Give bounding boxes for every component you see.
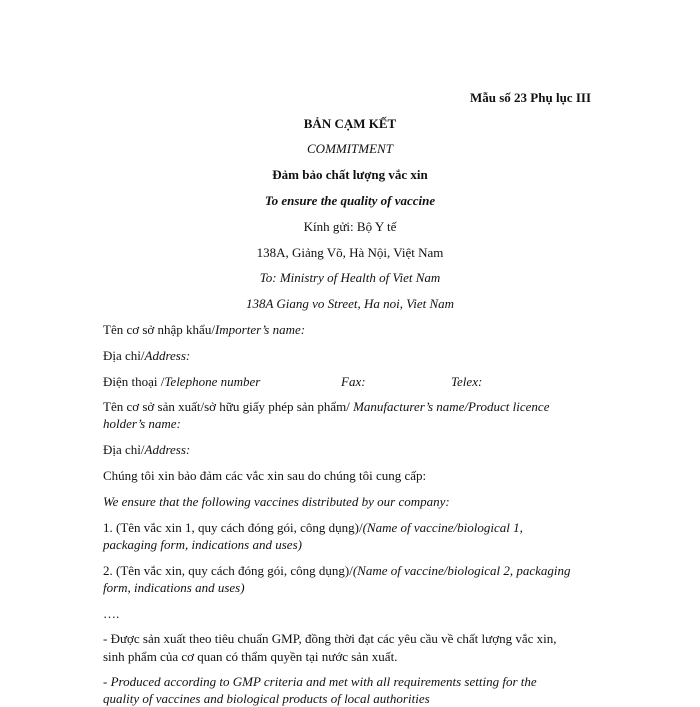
address2-label-en: Address: — [144, 442, 191, 457]
title-vi: BẢN CẠM KẾT — [303, 116, 397, 131]
address-label-vi: Địa chỉ/ — [103, 348, 145, 363]
address-label-en: Address: — [144, 348, 191, 363]
importer-name-label-en: Importer’s name: — [214, 322, 306, 337]
assurance-en: We ensure that the following vaccines distributed by our company: — [103, 494, 450, 509]
vaccine-item-1-en: (Name of vaccine/biological 1, — [362, 520, 523, 535]
address-vi: 138A, Giảng Võ, Hà Nội, Việt Nam — [256, 245, 444, 260]
address-line-1 — [103, 348, 190, 364]
vaccine-item-2-vi: 2. (Tên vắc xin, quy cách đóng gói, công dụng)/ — [103, 563, 353, 578]
telephone-label-vi: Điện thoại / — [103, 374, 165, 389]
assurance-vi: Chúng tôi xin bảo đảm các vắc xin sau do chúng tôi cung cấp: — [103, 468, 427, 483]
vaccine-item-1 — [103, 520, 523, 536]
importer-name-line — [103, 322, 305, 338]
manufacturer-line — [103, 399, 549, 415]
vaccine-item-2 — [103, 563, 571, 579]
gmp-statement-vi: - Được sản xuất theo tiêu chuẩn GMP, đồng thời đạt các yêu cầu về chất lượng vắc xin, — [103, 631, 557, 646]
subtitle-vi: Đảm bảo chất lượng vắc xin — [272, 167, 428, 182]
vaccine-item-2-en-cont: form, indications and uses) — [103, 580, 245, 595]
subtitle-en: To ensure the quality of vaccine — [264, 193, 436, 208]
importer-name-label-vi: Tên cơ sở nhập khẩu/ — [103, 322, 215, 337]
ellipsis: …. — [103, 606, 120, 621]
manufacturer-label-vi: Tên cơ sở sản xuất/sở hữu giấy phép sản phẩm/ — [103, 399, 350, 414]
gmp-statement-en-cont: quality of vaccines and biological products of local authorities — [103, 691, 430, 706]
telex-label: Telex: — [451, 374, 483, 389]
address2-label-vi: Địa chỉ/ — [103, 442, 145, 457]
manufacturer-label-en: Manufacturer’s name/Product licence — [353, 399, 550, 414]
recipient-vi: Kính gửi: Bộ Y tế — [303, 219, 397, 234]
telephone-line — [103, 374, 260, 390]
title-en: COMMITMENT — [307, 141, 393, 156]
vaccine-item-1-en-cont: packaging form, indications and uses) — [103, 537, 302, 552]
fax-label: Fax: — [341, 374, 366, 389]
address-line-2 — [103, 442, 190, 458]
telephone-label-en: Telephone number — [164, 374, 261, 389]
form-number: Mẫu số 23 Phụ lục III — [470, 90, 591, 105]
manufacturer-label-en-cont: holder’s name: — [103, 416, 181, 431]
gmp-statement-vi-cont: sinh phẩm của cơ quan có thẩm quyền tại nước sản xuất. — [103, 649, 398, 664]
gmp-statement-en: - Produced according to GMP criteria and met with all requirements setting for the — [103, 674, 537, 689]
vaccine-item-1-vi: 1. (Tên vắc xin 1, quy cách đóng gói, công dụng)/ — [103, 520, 363, 535]
recipient-en: To: Ministry of Health of Viet Nam — [259, 270, 441, 285]
vaccine-item-2-en: (Name of vaccine/biological 2, packaging — [352, 563, 571, 578]
address-en: 138A Giang vo Street, Ha noi, Viet Nam — [245, 296, 455, 311]
